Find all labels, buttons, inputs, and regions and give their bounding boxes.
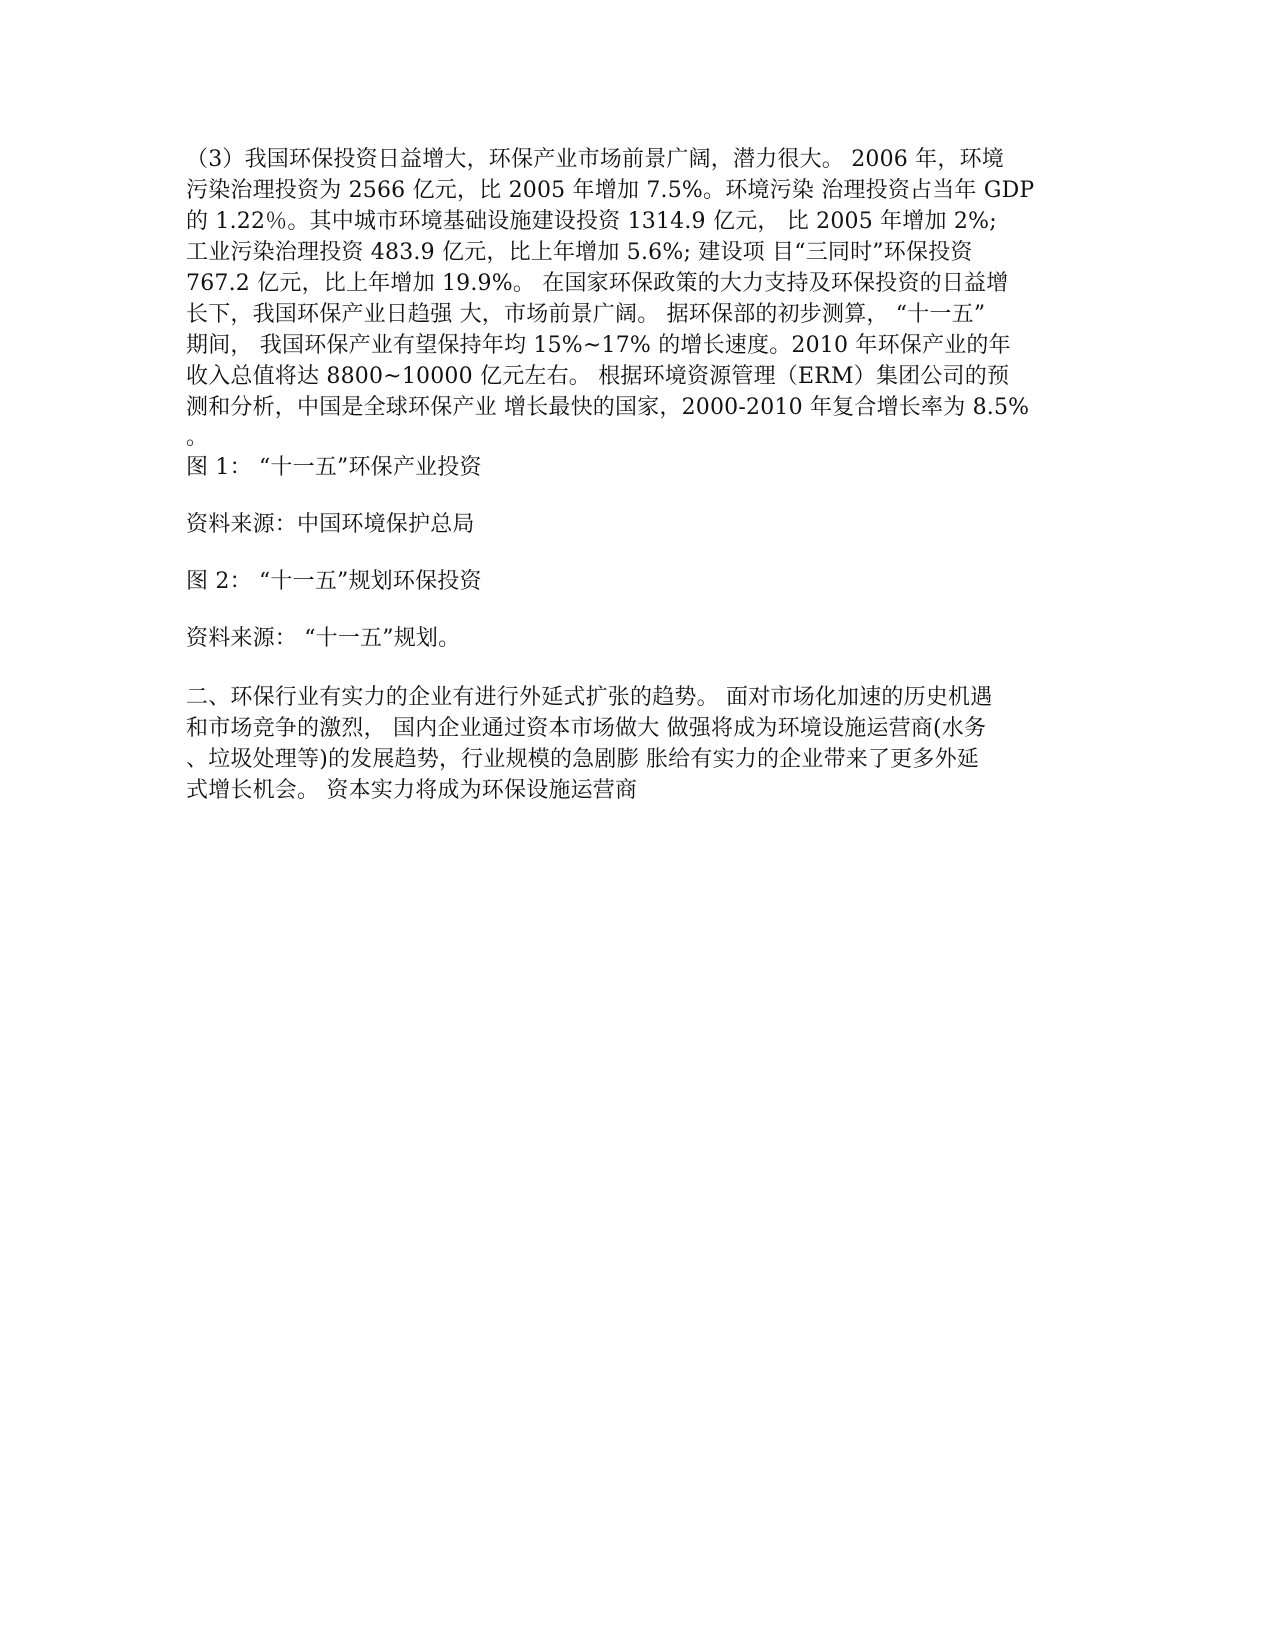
paragraph-1-line-1: （3）我国环保投资日益增大，环保产业市场前景广阔，潜力很大。 2006 年，环境 (186, 147, 1004, 172)
figure-1-caption: 图 1： “十一五”环保产业投资 (186, 455, 482, 480)
paragraph-1-line-2: 污染治理投资为 2566 亿元，比 2005 年增加 7.5%。环境污染 治理投资占当年 GDP (186, 178, 1035, 203)
figure-2-caption: 图 2： “十一五”规划环保投资 (186, 569, 482, 594)
paragraph-2-line-1: 二、环保行业有实力的企业有进行外延式扩张的趋势。 面对市场化加速的历史机遇 (186, 685, 993, 710)
figure-1-source: 资料来源：中国环境保护总局 (186, 512, 475, 537)
paragraph-1-line-8: 收入总值将达 8800~10000 亿元左右。 根据环境资源管理（ERM）集团公司的预 (186, 364, 1010, 389)
paragraph-2-line-4: 式增长机会。 资本实力将成为环保设施运营商 (186, 778, 638, 803)
paragraph-2-line-3: 、垃圾处理等)的发展趋势，行业规模的急剧膨 胀给有实力的企业带来了更多外延 (186, 747, 979, 772)
paragraph-1-line-5: 767.2 亿元，比上年增加 19.9%。 在国家环保政策的大力支持及环保投资的日益增 (186, 271, 1009, 296)
paragraph-1-line-10: 。 (186, 425, 209, 450)
paragraph-1-line-4: 工业污染治理投资 483.9 亿元，比上年增加 5.6%; 建设项 目“三同时”环保投资 (186, 240, 973, 265)
paragraph-1-line-6: 长下，我国环保产业日趋强 大，市场前景广阔。 据环保部的初步测算， “十一五” (186, 302, 986, 327)
paragraph-2-line-2: 和市场竞争的激烈， 国内企业通过资本市场做大 做强将成为环境设施运营商(水务 (186, 716, 987, 741)
paragraph-1-line-9: 测和分析，中国是全球环保产业 增长最快的国家，2000-2010 年复合增长率为 8.5% (186, 395, 1030, 420)
paragraph-1-line-3: 的 1.22％。其中城市环境基础设施建设投资 1314.9 亿元， 比 2005 年增加 2%; (186, 209, 997, 234)
figure-2-source: 资料来源： “十一五”规划。 (186, 626, 461, 651)
paragraph-1-line-7: 期间， 我国环保产业有望保持年均 15%~17% 的增长速度。2010 年环保产业的年 (186, 333, 1011, 358)
